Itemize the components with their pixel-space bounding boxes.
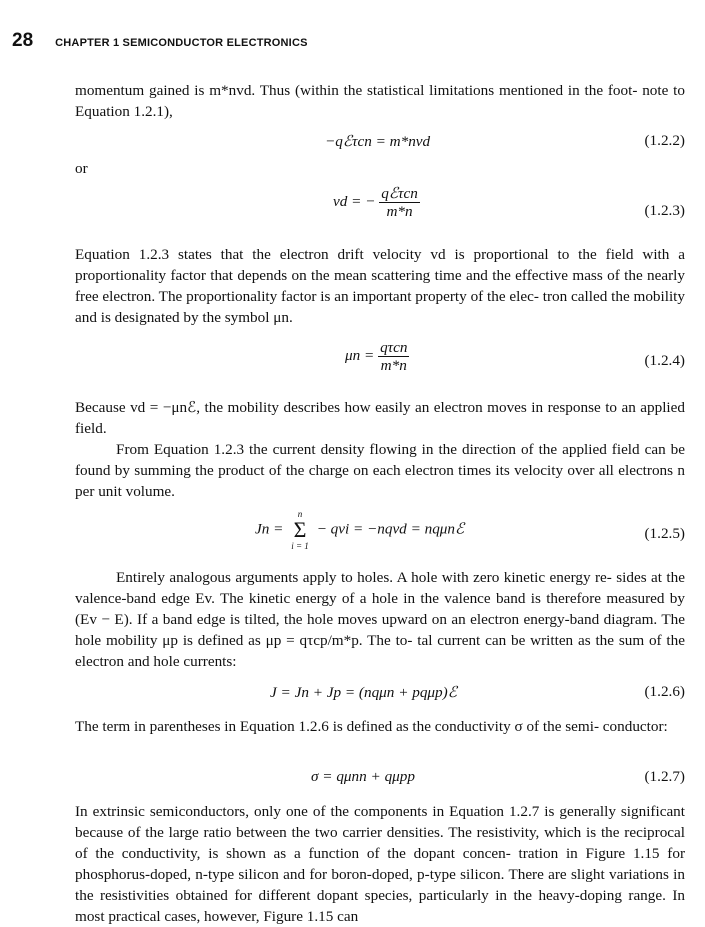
equation-body	[333, 185, 420, 220]
sigma-glyph: Σ	[293, 517, 307, 542]
running-header	[12, 30, 308, 54]
equation-number: (1.2.4)	[644, 352, 685, 369]
fraction-numerator: qℰτcn	[381, 185, 418, 202]
page-number: 28	[12, 30, 34, 51]
equation-1-2-6	[75, 683, 685, 713]
paragraph-extrinsic: In extrinsic semiconductors, only one of the components in Equation 1.2.7 is generally significant because of the large ratio between the two carrier densities. The resistivity, which is the reciprocal of the conductivity, is shown as a function of the dopant concen- tration in Figure 1.15 for phosphorus-doped, n-type silicon and for boron-doped, p-type silicon. There are slight variations in the resistivities obtained for different dopant species, particularly in the heavy-doping range. In most practical cases, however, Figure 1.15 can	[75, 803, 685, 925]
equation-1-2-3	[75, 185, 685, 223]
equation-number: (1.2.2)	[644, 132, 685, 149]
equation-number: (1.2.5)	[644, 525, 685, 542]
equation-body: σ = qμnn + qμpp	[311, 768, 415, 785]
equation-body	[345, 339, 409, 374]
fraction-denominator: m*n	[380, 357, 407, 374]
equation-1-2-4	[75, 339, 685, 374]
equation-1-2-7	[75, 768, 685, 798]
paragraph-because: Because vd = −μnℰ, the mobility describes how easily an electron moves in response to an applied field.	[75, 399, 685, 437]
paragraph-holes: Entirely analogous arguments apply to holes. A hole with zero kinetic energy re- sides at the valence-band edge Ev. The kinetic energy of a hole in the valence band is therefore measured by (Ev − E). If a band edge is tilted, the hole moves upward on an electron energy-band diagram. The hole mobility μp is defined as μp = qτcp/m*p. The to- tal current can be written as the sum of the electron and hole currents:	[75, 569, 685, 670]
equation-number: (1.2.7)	[644, 768, 685, 785]
equation-body	[255, 509, 464, 551]
sum-lower-limit: i = 1	[291, 541, 309, 551]
sum-upper-limit: n	[297, 509, 303, 519]
equation-1-2-2	[75, 132, 685, 162]
paragraph-momentum: momentum gained is m*nvd. Thus (within the statistical limitations mentioned in the foot- note to Equation 1.2.1),	[75, 82, 685, 120]
chapter-title: CHAPTER 1 SEMICONDUCTOR ELECTRONICS	[55, 37, 308, 49]
paragraph-conductivity: The term in parentheses in Equation 1.2.6 is defined as the conductivity σ of the semi- conductor:	[75, 718, 668, 735]
connector-word: or	[75, 160, 88, 177]
equation-rhs: − qvi = −nqvd = nqμnℰ	[316, 520, 465, 538]
equation-lhs: Jn =	[255, 520, 284, 538]
equation-body: J = Jn + Jp = (nqμn + pqμp)ℰ	[270, 684, 457, 701]
fraction	[379, 185, 420, 220]
equation-lhs: vd = −	[333, 192, 376, 210]
fraction	[378, 339, 409, 374]
equation-number: (1.2.6)	[644, 683, 685, 700]
fraction-denominator: m*n	[386, 203, 413, 220]
fraction-numerator: qτcn	[380, 339, 408, 356]
equation-1-2-5	[75, 509, 685, 551]
paragraph-mobility: Equation 1.2.3 states that the electron drift velocity vd is proportional to the field with a proportionality factor that depends on the mean scattering time and the effective mass of the nearly free electron. The proportionality factor is an important property of the elec- tron called the mobility and is designated by the symbol μn.	[75, 246, 685, 326]
summation-symbol	[291, 509, 309, 551]
equation-lhs: μn =	[345, 346, 375, 364]
equation-body: −qℰτcn = m*nvd	[325, 133, 431, 150]
paragraph-current-density: From Equation 1.2.3 the current density flowing in the direction of the applied field can be found by summing the product of the charge on each electron times its velocity over all electrons n per unit volume.	[75, 441, 685, 500]
equation-number: (1.2.3)	[644, 202, 685, 219]
